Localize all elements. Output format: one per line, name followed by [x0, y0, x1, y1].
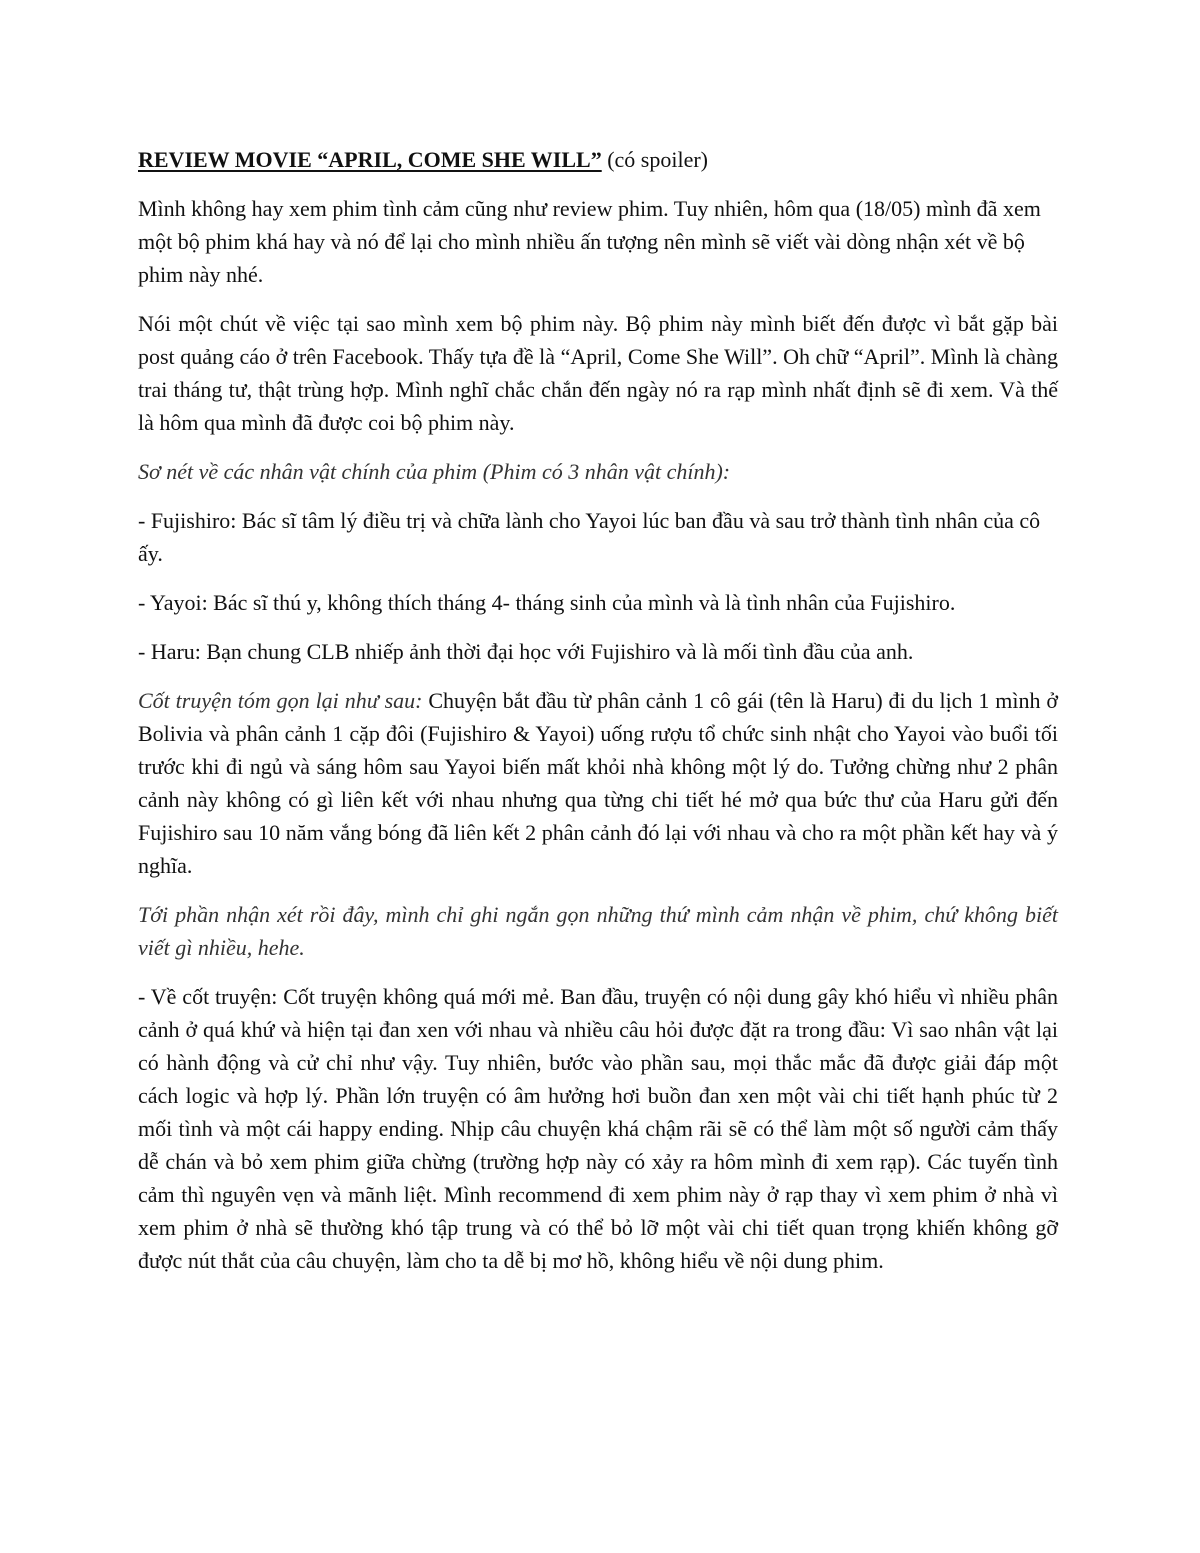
plot-body: Chuyện bắt đầu từ phân cảnh 1 cô gái (tên là Haru) đi du lịch 1 mình ở Bolivia và phân cảnh 1 cặp đôi (Fujishiro & Yayoi) uống rượu tổ chức sinh nhật cho Yayoi vào buổi tối trước khi đi ngủ và sáng hôm sau Yayoi biến mất khỏi nhà không một lý do. Tưởng chừng như 2 phân cảnh này không có gì liên kết với nhau nhưng qua từng chi tiết hé mở qua bức thư của Haru gửi đến Fujishiro sau 10 năm vắng bóng đã liên kết 2 phân cảnh đó lại với nhau và cho ra một phần kết hay và ý nghĩa.	[138, 688, 1058, 878]
character-fujishiro: - Fujishiro: Bác sĩ tâm lý điều trị và chữa lành cho Yayoi lúc ban đầu và sau trở thành tình nhân của cô ấy.	[138, 508, 1041, 566]
characters-heading: Sơ nét về các nhân vật chính của phim (Phim có 3 nhân vật chính):	[138, 459, 731, 484]
character-haru: - Haru: Bạn chung CLB nhiếp ảnh thời đại học với Fujishiro và là mối tình đầu của anh.	[138, 639, 914, 664]
paragraph-review-intro: Tới phần nhận xét rồi đây, mình chỉ ghi ngắn gọn những thứ mình cảm nhận về phim, chứ không biết viết gì nhiều, hehe.	[138, 902, 1058, 960]
paragraph-review-story: - Về cốt truyện: Cốt truyện không quá mới mẻ. Ban đầu, truyện có nội dung gây khó hiểu vì nhiều phân cảnh ở quá khứ và hiện tại đan xen với nhau và nhiều câu hỏi được đặt ra trong đầu: Vì sao nhân vật lại có hành động và cử chỉ như vậy. Tuy nhiên, bước vào phần sau, mọi thắc mắc đã được giải đáp một cách logic và hợp lý. Phần lớn truyện có âm hưởng hơi buồn đan xen một vài chi tiết hạnh phúc từ 2 mối tình và một cái happy ending. Nhịp câu chuyện khá chậm rãi sẽ có thể làm một số người cảm thấy dễ chán và bỏ xem phim giữa chừng (trường hợp này có xảy ra hôm mình đi xem rạp). Các tuyến tình cảm thì nguyên vẹn và mãnh liệt. Mình recommend đi xem phim này ở rạp thay vì xem phim ở nhà vì xem phim ở nhà sẽ thường khó tập trung và có thể bỏ lỡ một vài chi tiết quan trọng khiến không gỡ được nút thắt của câu chuyện, làm cho ta dễ bị mơ hồ, không hiểu về nội dung phim.	[138, 984, 1058, 1273]
document-page	[138, 143, 1058, 1293]
title-main: REVIEW MOVIE “APRIL, COME SHE WILL”	[138, 147, 602, 172]
paragraph-intro: Mình không hay xem phim tình cảm cũng như review phim. Tuy nhiên, hôm qua (18/05) mình đã xem một bộ phim khá hay và nó để lại cho mình nhiều ấn tượng nên mình sẽ viết vài dòng nhận xét về bộ phim này nhé.	[138, 196, 1041, 287]
document-title	[138, 143, 1058, 176]
paragraph-plot	[138, 684, 1058, 882]
plot-lead: Cốt truyện tóm gọn lại như sau:	[138, 688, 423, 713]
character-yayoi: - Yayoi: Bác sĩ thú y, không thích tháng 4- tháng sinh của mình và là tình nhân của Fujishiro.	[138, 590, 956, 615]
paragraph-reason: Nói một chút về việc tại sao mình xem bộ phim này. Bộ phim này mình biết đến được vì bắt gặp bài post quảng cáo ở trên Facebook. Thấy tựa đề là “April, Come She Will”. Oh chữ “April”. Mình là chàng trai tháng tư, thật trùng hợp. Mình nghĩ chắc chắn đến ngày nó ra rạp mình nhất định sẽ đi xem. Và thế là hôm qua mình đã được coi bộ phim này.	[138, 311, 1058, 435]
title-suffix: (có spoiler)	[601, 147, 709, 172]
